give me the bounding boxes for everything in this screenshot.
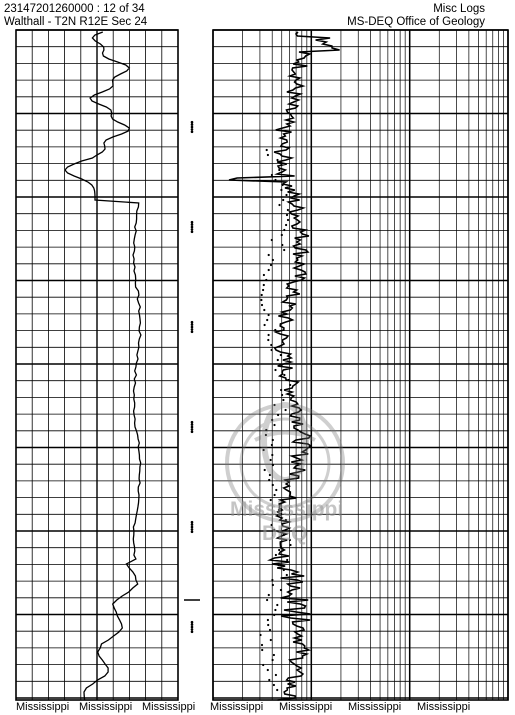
right-track-grid bbox=[213, 30, 508, 700]
footer-label: Mississippi bbox=[79, 701, 133, 713]
footer-label: Mississippi bbox=[16, 701, 70, 713]
watermark-state-text: Mississippi bbox=[230, 498, 344, 521]
footer-label: Mississippi bbox=[279, 701, 333, 713]
log-category-label: Misc Logs bbox=[433, 3, 485, 15]
footer-label: Mississippi bbox=[210, 701, 264, 713]
office-label: MS-DEQ Office of Geology bbox=[347, 16, 485, 28]
watermark-agency-text: DEQ bbox=[262, 522, 308, 545]
right-log-curve bbox=[229, 32, 340, 700]
well-id-label: 23147201260000 : 12 of 34 bbox=[4, 3, 145, 15]
footer-label: Mississippi bbox=[417, 701, 471, 713]
depth-marker-dots bbox=[184, 121, 200, 633]
footer-watermark-row bbox=[0, 700, 515, 715]
left-track-grid bbox=[16, 30, 178, 700]
footer-label: Mississippi bbox=[348, 701, 402, 713]
footer-label: Mississippi bbox=[142, 701, 196, 713]
well-location-label: Walthall - T2N R12E Sec 24 bbox=[4, 16, 148, 28]
